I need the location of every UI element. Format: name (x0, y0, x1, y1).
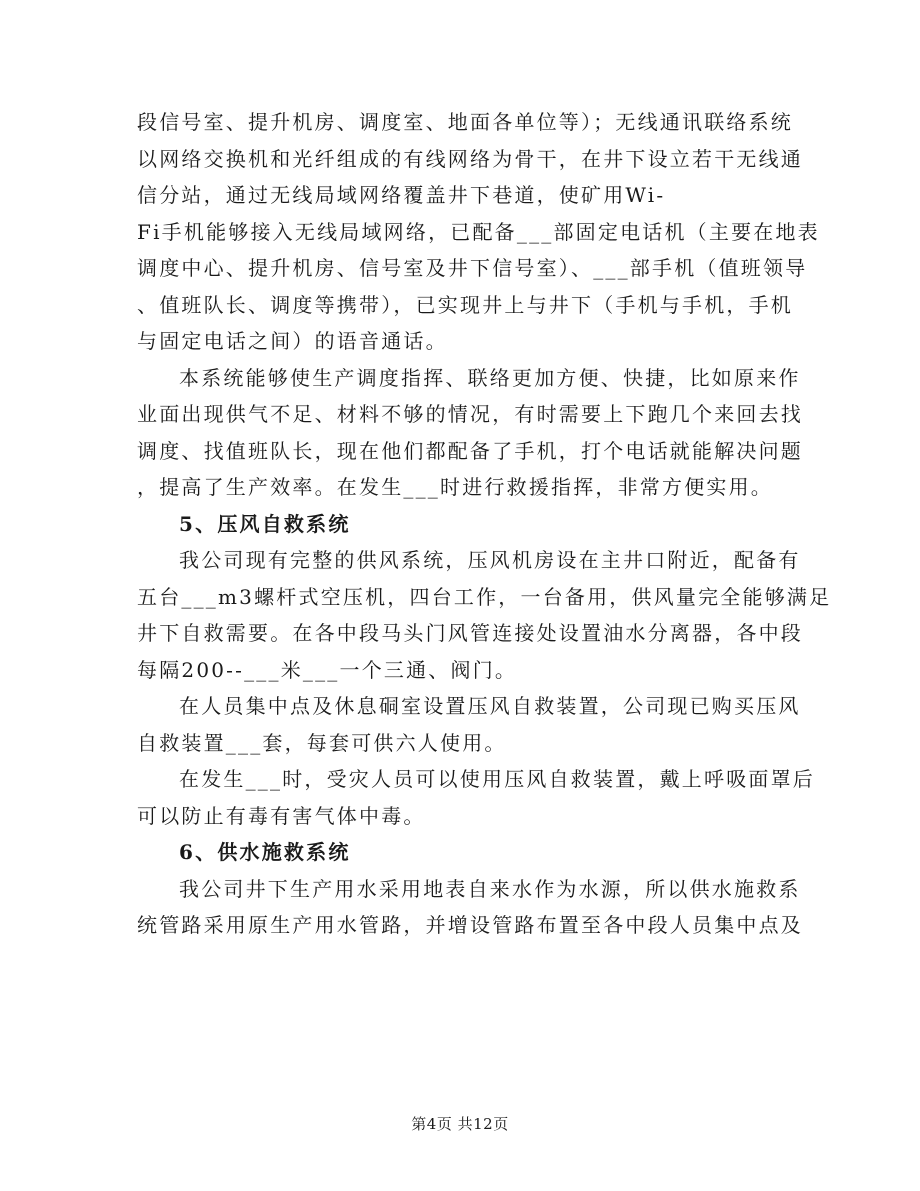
text-line: 调度、找值班队长，现在他们都配备了手机，打个电话就能解决问题 (137, 438, 803, 463)
text-line: 在人员集中点及休息硐室设置压风自救装置，公司现已购买压风 (179, 694, 801, 718)
section-heading: 5、压风自救系统 (179, 511, 351, 536)
text-line: ，提高了生产效率。在发生___时进行救援指挥，非常方便实用。 (137, 475, 773, 499)
text-line: 统管路采用原生产用水管路，并增设管路布置至各中段人员集中点及 (137, 913, 803, 937)
text-line: 五台___m3螺杆式空压机，四台工作，一台备用，供风量完全能够满足 (137, 584, 832, 609)
text-line: 业面出现供气不足、材料不够的情况，有时需要上下跑几个来回去找 (137, 402, 803, 426)
document-body (137, 104, 832, 944)
text-line: 自救装置___套，每套可供六人使用。 (137, 730, 507, 755)
text-line: 本系统能够使生产调度指挥、联络更加方便、快捷，比如原来作 (179, 365, 801, 390)
text-line: 每隔200--___米___一个三通、阀门。 (137, 657, 518, 682)
text-line: 我公司现有完整的供风系统，压风机房设在主井口附近，配备有 (179, 548, 801, 572)
text-line: Fi手机能够接入无线局域网络，已配备___部固定电话机（主要在地表 (137, 219, 820, 244)
section-heading: 6、供水施救系统 (179, 840, 351, 864)
text-line: 、值班队长、调度等携带），已实现井上与井下（手机与手机，手机 (137, 292, 793, 317)
text-line: 在发生___时，受灾人员可以使用压风自救装置，戴上呼吸面罩后 (179, 767, 815, 791)
text-line: 井下自救需要。在各中段马头门风管连接处设置油水分离器，各中段 (137, 621, 803, 645)
text-line: 以网络交换机和光纤组成的有线网络为骨干，在井下设立若干无线通 (137, 146, 803, 171)
text-line: 信分站，通过无线局域网络覆盖井下巷道，使矿用Wi- (137, 183, 666, 207)
text-line: 我公司井下生产用水采用地表自来水作为水源，所以供水施救系 (179, 876, 801, 901)
text-line: 调度中心、提升机房、信号室及井下信号室）、___部手机（值班领导 (137, 256, 808, 280)
page-footer: 第4页 共12页 (411, 1115, 509, 1133)
text-line: 段信号室、提升机房、调度室、地面各单位等）；无线通讯联络系统 (137, 110, 793, 134)
text-line: 可以防止有毒有害气体中毒。 (137, 803, 426, 828)
text-line: 与固定电话之间）的语音通话。 (137, 329, 448, 353)
